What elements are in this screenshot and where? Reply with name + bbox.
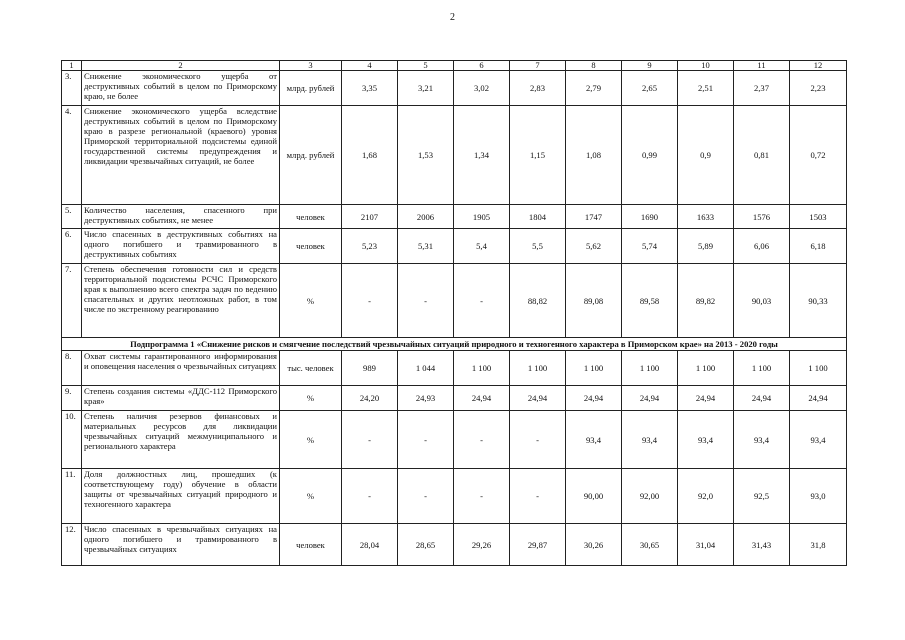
indicators-table (61, 60, 847, 566)
value-cell: 1 100 (566, 351, 622, 386)
value-cell: 2,83 (510, 71, 566, 106)
indicator-name: Число спасенных в чрезвычайных ситуациях на одного погибшего и травмированного в чрезвычайных ситуациях (82, 524, 280, 566)
value-cell: 1,34 (454, 106, 510, 205)
value-cell: 5,23 (342, 229, 398, 264)
value-cell: 93,0 (790, 469, 847, 524)
row-number: 6. (62, 229, 82, 264)
table-row (62, 229, 847, 264)
value-cell: 92,00 (622, 469, 678, 524)
unit-cell: млрд. рублей (280, 71, 342, 106)
table-row (62, 411, 847, 469)
value-cell: 93,4 (790, 411, 847, 469)
value-cell: 24,93 (398, 386, 454, 411)
value-cell: 93,4 (622, 411, 678, 469)
unit-cell: человек (280, 229, 342, 264)
unit-cell: % (280, 264, 342, 338)
value-cell: - (342, 469, 398, 524)
indicator-name: Охват системы гарантированного информирования и оповещения населения о чрезвычайных ситуациях (82, 351, 280, 386)
unit-cell: % (280, 469, 342, 524)
value-cell: 5,74 (622, 229, 678, 264)
value-cell: - (510, 469, 566, 524)
value-cell: 92,0 (678, 469, 734, 524)
value-cell: 2107 (342, 205, 398, 229)
value-cell: 989 (342, 351, 398, 386)
table-row (62, 106, 847, 205)
column-number-cell: 11 (734, 61, 790, 71)
value-cell: 24,20 (342, 386, 398, 411)
value-cell: - (398, 264, 454, 338)
column-number-row (62, 61, 847, 71)
value-cell: - (454, 411, 510, 469)
value-cell: - (398, 411, 454, 469)
value-cell: 1,08 (566, 106, 622, 205)
table-row (62, 524, 847, 566)
value-cell: 1804 (510, 205, 566, 229)
indicator-name: Количество населения, спасенного при деструктивных событиях, не менее (82, 205, 280, 229)
value-cell: 0,99 (622, 106, 678, 205)
table-row (62, 386, 847, 411)
indicator-name: Степень обеспечения готовности сил и средств территориальной подсистемы РСЧС Приморского края к выполнению всего спектра задач по ведению спасательных и других неотложных работ, в том числе по экстренному реагированию (82, 264, 280, 338)
indicator-name: Степень наличия резервов финансовых и материальных ресурсов для ликвидации чрезвычайных ситуаций межмуниципального и регионального характера (82, 411, 280, 469)
value-cell: 31,04 (678, 524, 734, 566)
table-row (62, 469, 847, 524)
value-cell: 6,18 (790, 229, 847, 264)
value-cell: 30,65 (622, 524, 678, 566)
column-number-cell: 1 (62, 61, 82, 71)
value-cell: 1 100 (790, 351, 847, 386)
value-cell: 6,06 (734, 229, 790, 264)
value-cell: 0,81 (734, 106, 790, 205)
table-row (62, 264, 847, 338)
value-cell: 1 044 (398, 351, 454, 386)
value-cell: 24,94 (734, 386, 790, 411)
value-cell: 2,37 (734, 71, 790, 106)
value-cell: 2,65 (622, 71, 678, 106)
value-cell: 1576 (734, 205, 790, 229)
value-cell: 89,58 (622, 264, 678, 338)
value-cell: 0,72 (790, 106, 847, 205)
value-cell: 93,4 (678, 411, 734, 469)
column-number-cell: 7 (510, 61, 566, 71)
column-number-cell: 4 (342, 61, 398, 71)
value-cell: 92,5 (734, 469, 790, 524)
column-number-cell: 3 (280, 61, 342, 71)
unit-cell: % (280, 386, 342, 411)
row-number: 9. (62, 386, 82, 411)
subprogram-title: Подпрограмма 1 «Снижение рисков и смягчение последствий чрезвычайных ситуаций природного и техногенного характера в Приморском крае» на 2013 - 2020 годы (62, 338, 847, 351)
value-cell: 29,87 (510, 524, 566, 566)
value-cell: 1,68 (342, 106, 398, 205)
column-number-cell: 6 (454, 61, 510, 71)
value-cell: 89,82 (678, 264, 734, 338)
unit-cell: % (280, 411, 342, 469)
row-number: 12. (62, 524, 82, 566)
value-cell: 88,82 (510, 264, 566, 338)
value-cell: 5,4 (454, 229, 510, 264)
value-cell: 3,35 (342, 71, 398, 106)
value-cell: 1633 (678, 205, 734, 229)
value-cell: - (342, 264, 398, 338)
value-cell: 90,33 (790, 264, 847, 338)
column-number-cell: 12 (790, 61, 847, 71)
value-cell: 0,9 (678, 106, 734, 205)
indicator-name: Снижение экономического ущерба вследствие деструктивных событий в целом по Приморскому краю в разрезе региональной (краевого) уровня Приморской территориальной подсистемы единой государственной системы предупреждения и ликвидации чрезвычайных ситуаций, не более (82, 106, 280, 205)
value-cell: 1 100 (454, 351, 510, 386)
value-cell: 5,89 (678, 229, 734, 264)
value-cell: 93,4 (734, 411, 790, 469)
value-cell: 5,5 (510, 229, 566, 264)
value-cell: 2,79 (566, 71, 622, 106)
column-number-cell: 9 (622, 61, 678, 71)
value-cell: 89,08 (566, 264, 622, 338)
row-number: 4. (62, 106, 82, 205)
value-cell: - (398, 469, 454, 524)
value-cell: 5,62 (566, 229, 622, 264)
value-cell: 1905 (454, 205, 510, 229)
value-cell: 1 100 (678, 351, 734, 386)
value-cell: 31,8 (790, 524, 847, 566)
column-number-cell: 5 (398, 61, 454, 71)
value-cell: 1747 (566, 205, 622, 229)
value-cell: 90,03 (734, 264, 790, 338)
value-cell: 31,43 (734, 524, 790, 566)
value-cell: 24,94 (622, 386, 678, 411)
column-number-cell: 8 (566, 61, 622, 71)
value-cell: 5,31 (398, 229, 454, 264)
value-cell: 1690 (622, 205, 678, 229)
table-row (62, 351, 847, 386)
row-number: 11. (62, 469, 82, 524)
value-cell: 2,51 (678, 71, 734, 106)
table-row (62, 205, 847, 229)
indicator-name: Снижение экономического ущерба от деструктивных событий в целом по Приморскому краю, не более (82, 71, 280, 106)
value-cell: 1,53 (398, 106, 454, 205)
indicator-name: Доля должностных лиц, прошедших (к соответствующему году) обучение в области защиты от чрезвычайных ситуаций природного и техногенного характера (82, 469, 280, 524)
column-number-cell: 2 (82, 61, 280, 71)
page-number: 2 (450, 12, 455, 23)
row-number: 10. (62, 411, 82, 469)
table-row (62, 71, 847, 106)
value-cell: 90,00 (566, 469, 622, 524)
row-number: 8. (62, 351, 82, 386)
unit-cell: человек (280, 524, 342, 566)
row-number: 5. (62, 205, 82, 229)
unit-cell: млрд. рублей (280, 106, 342, 205)
value-cell: 24,94 (510, 386, 566, 411)
unit-cell: тыс. человек (280, 351, 342, 386)
value-cell: 24,94 (566, 386, 622, 411)
value-cell: 24,94 (790, 386, 847, 411)
value-cell: - (454, 469, 510, 524)
value-cell: 3,02 (454, 71, 510, 106)
value-cell: 24,94 (454, 386, 510, 411)
value-cell: - (510, 411, 566, 469)
value-cell: - (454, 264, 510, 338)
subprogram-row (62, 338, 847, 351)
value-cell: 1,15 (510, 106, 566, 205)
value-cell: 1 100 (510, 351, 566, 386)
column-number-cell: 10 (678, 61, 734, 71)
value-cell: 29,26 (454, 524, 510, 566)
value-cell: 30,26 (566, 524, 622, 566)
unit-cell: человек (280, 205, 342, 229)
value-cell: 1 100 (734, 351, 790, 386)
value-cell: 24,94 (678, 386, 734, 411)
value-cell: 28,04 (342, 524, 398, 566)
value-cell: 3,21 (398, 71, 454, 106)
value-cell: 1 100 (622, 351, 678, 386)
value-cell: 28,65 (398, 524, 454, 566)
value-cell: - (342, 411, 398, 469)
value-cell: 93,4 (566, 411, 622, 469)
value-cell: 1503 (790, 205, 847, 229)
row-number: 7. (62, 264, 82, 338)
value-cell: 2,23 (790, 71, 847, 106)
row-number: 3. (62, 71, 82, 106)
indicator-name: Число спасенных в деструктивных событиях на одного погибшего и травмированного в деструктивных событиях (82, 229, 280, 264)
value-cell: 2006 (398, 205, 454, 229)
indicator-name: Степень создания системы «ДДС-112 Приморского края» (82, 386, 280, 411)
